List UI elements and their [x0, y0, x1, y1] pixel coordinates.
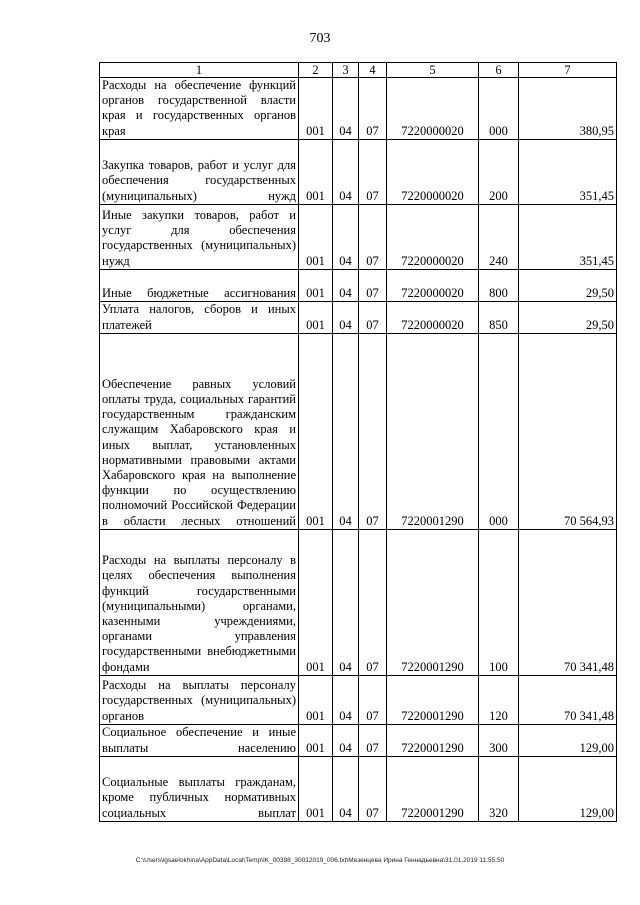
header-col-3: 3 — [333, 63, 359, 78]
header-col-7: 7 — [519, 63, 617, 78]
amount-cell: 70 341,48 — [519, 529, 617, 675]
amount-cell: 351,45 — [519, 139, 617, 204]
expense-type-cell: 100 — [479, 529, 519, 675]
section-cell: 04 — [333, 204, 359, 269]
amount-cell: 70 564,93 — [519, 333, 617, 529]
expense-name-cell: Иные закупки товаров, работ и услуг для обеспечения государственных (муниципальных) нужд — [100, 204, 299, 269]
subsection-cell: 07 — [359, 333, 387, 529]
subsection-cell: 07 — [359, 529, 387, 675]
subsection-cell: 07 — [359, 301, 387, 333]
code-cell: 001 — [299, 675, 333, 724]
section-cell: 04 — [333, 529, 359, 675]
target-article-cell: 7220001290 — [387, 675, 479, 724]
expense-type-cell: 000 — [479, 78, 519, 140]
expense-name-cell: Иные бюджетные ассигнования — [100, 269, 299, 301]
amount-cell: 70 341,48 — [519, 675, 617, 724]
expense-type-cell: 200 — [479, 139, 519, 204]
table-row — [100, 301, 617, 333]
expense-name-cell: Расходы на выплаты персоналу в целях обеспечения выполнения функций государственными (муниципальными) органами, казенными учреждениями, органами управления государственными внебюджетными фондами — [100, 529, 299, 675]
target-article-cell: 7220001290 — [387, 724, 479, 756]
expense-name-cell: Социальные выплаты гражданам, кроме публичных нормативных социальных выплат — [100, 756, 299, 821]
section-cell: 04 — [333, 333, 359, 529]
code-cell: 001 — [299, 269, 333, 301]
target-article-cell: 7220000020 — [387, 301, 479, 333]
section-cell: 04 — [333, 301, 359, 333]
expense-name-cell: Расходы на обеспечение функций органов государственной власти края и государственных органов края — [100, 78, 299, 140]
amount-cell: 380,95 — [519, 78, 617, 140]
header-col-4: 4 — [359, 63, 387, 78]
target-article-cell: 7220001290 — [387, 529, 479, 675]
expense-name-cell: Расходы на выплаты персоналу государственных (муниципальных) органов — [100, 675, 299, 724]
header-col-5: 5 — [387, 63, 479, 78]
subsection-cell: 07 — [359, 139, 387, 204]
expense-type-cell: 800 — [479, 269, 519, 301]
expense-type-cell: 000 — [479, 333, 519, 529]
header-col-2: 2 — [299, 63, 333, 78]
expense-name-cell: Обеспечение равных условий оплаты труда, социальных гарантий государственным гражданским служащим Хабаровского края и иных выплат, установленных нормативными правовыми актами Хабаровского края на выполнение функции по осуществлению полномочий Российской Федерации в области лесных отношений — [100, 333, 299, 529]
section-cell: 04 — [333, 724, 359, 756]
table-row — [100, 529, 617, 675]
target-article-cell: 7220001290 — [387, 756, 479, 821]
expense-type-cell: 320 — [479, 756, 519, 821]
target-article-cell: 7220000020 — [387, 269, 479, 301]
table-row — [100, 333, 617, 529]
section-cell: 04 — [333, 78, 359, 140]
amount-cell: 29,50 — [519, 301, 617, 333]
code-cell: 001 — [299, 529, 333, 675]
expense-type-cell: 300 — [479, 724, 519, 756]
code-cell: 001 — [299, 139, 333, 204]
subsection-cell: 07 — [359, 675, 387, 724]
code-cell: 001 — [299, 756, 333, 821]
code-cell: 001 — [299, 78, 333, 140]
code-cell: 001 — [299, 724, 333, 756]
section-cell: 04 — [333, 756, 359, 821]
expense-type-cell: 240 — [479, 204, 519, 269]
budget-table — [99, 62, 617, 822]
table-row — [100, 78, 617, 140]
expense-name-cell: Закупка товаров, работ и услуг для обеспечения государственных (муниципальных) нужд — [100, 139, 299, 204]
code-cell: 001 — [299, 204, 333, 269]
target-article-cell: 7220000020 — [387, 78, 479, 140]
expense-name-cell: Социальное обеспечение и иные выплаты населению — [100, 724, 299, 756]
section-cell: 04 — [333, 139, 359, 204]
amount-cell: 351,45 — [519, 204, 617, 269]
target-article-cell: 7220000020 — [387, 204, 479, 269]
amount-cell: 129,00 — [519, 756, 617, 821]
subsection-cell: 07 — [359, 269, 387, 301]
table-row — [100, 269, 617, 301]
expense-type-cell: 120 — [479, 675, 519, 724]
code-cell: 001 — [299, 301, 333, 333]
section-cell: 04 — [333, 675, 359, 724]
amount-cell: 29,50 — [519, 269, 617, 301]
table-row — [100, 675, 617, 724]
file-path-footer: C:\Users\igsaelokhina\AppData\Local\Temp\IK_00398_30012019_006.txt\Мезенцева Ирина Геннадьевна\31.01.2019 11:55:50 — [135, 857, 505, 864]
header-col-6: 6 — [479, 63, 519, 78]
subsection-cell: 07 — [359, 724, 387, 756]
subsection-cell: 07 — [359, 204, 387, 269]
table-row — [100, 139, 617, 204]
table-row — [100, 756, 617, 821]
amount-cell: 129,00 — [519, 724, 617, 756]
header-row — [100, 63, 617, 78]
expense-type-cell: 850 — [479, 301, 519, 333]
expense-name-cell: Уплата налогов, сборов и иных платежей — [100, 301, 299, 333]
header-col-1: 1 — [100, 63, 299, 78]
page-number: 703 — [309, 31, 331, 46]
subsection-cell: 07 — [359, 78, 387, 140]
target-article-cell: 7220000020 — [387, 139, 479, 204]
table-row — [100, 204, 617, 269]
subsection-cell: 07 — [359, 756, 387, 821]
table-row — [100, 724, 617, 756]
target-article-cell: 7220001290 — [387, 333, 479, 529]
code-cell: 001 — [299, 333, 333, 529]
section-cell: 04 — [333, 269, 359, 301]
